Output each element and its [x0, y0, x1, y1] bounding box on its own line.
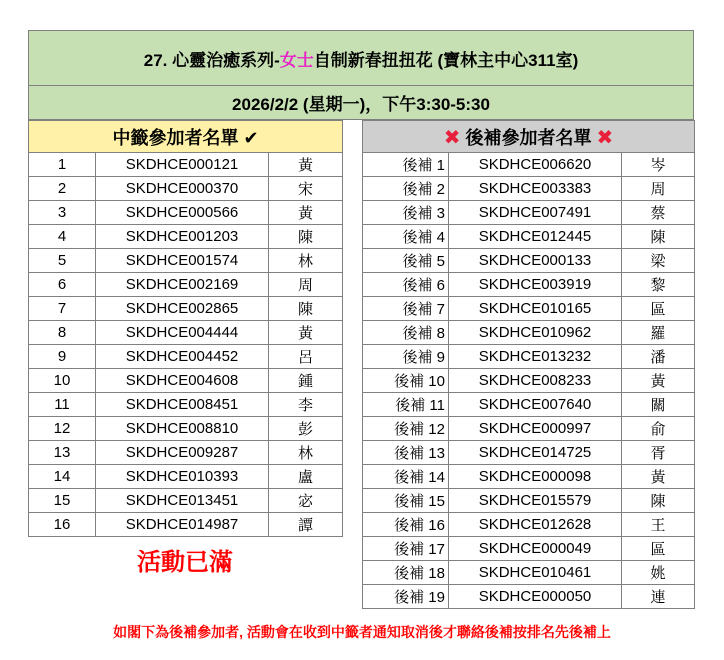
member-code: SKDHCE000133 [449, 249, 622, 273]
member-surname: 黃 [622, 465, 695, 489]
member-code: SKDHCE003919 [449, 273, 622, 297]
member-code: SKDHCE009287 [96, 441, 269, 465]
row-number: 5 [29, 249, 96, 273]
row-number: 後補 7 [363, 297, 449, 321]
member-code: SKDHCE000566 [96, 201, 269, 225]
member-code: SKDHCE001203 [96, 225, 269, 249]
member-surname: 鍾 [269, 369, 343, 393]
member-surname: 呂 [269, 345, 343, 369]
cross-mark-icon: ✖ [596, 126, 614, 149]
winners-table [28, 120, 343, 537]
winner-row [29, 369, 343, 393]
winners-list [29, 153, 343, 537]
member-surname: 陳 [269, 297, 343, 321]
waitlist-row [363, 177, 695, 201]
row-number: 12 [29, 417, 96, 441]
footer-note: 如閣下為後補參加者, 活動會在收到中籤者通知取消後才聯絡後補按排名先後補上 [113, 624, 611, 640]
member-code: SKDHCE000370 [96, 177, 269, 201]
waitlist-row [363, 297, 695, 321]
row-number: 3 [29, 201, 96, 225]
member-surname: 姚 [622, 561, 695, 585]
member-code: SKDHCE000098 [449, 465, 622, 489]
member-surname: 宋 [269, 177, 343, 201]
member-code: SKDHCE000997 [449, 417, 622, 441]
waitlist-list [363, 153, 695, 609]
member-code: SKDHCE015579 [449, 489, 622, 513]
winner-row [29, 441, 343, 465]
row-number: 後補 8 [363, 321, 449, 345]
winner-row [29, 201, 343, 225]
waitlist-row [363, 225, 695, 249]
member-code: SKDHCE012628 [449, 513, 622, 537]
member-code: SKDHCE003383 [449, 177, 622, 201]
waitlist-row [363, 513, 695, 537]
member-code: SKDHCE014987 [96, 513, 269, 537]
waitlist-row [363, 441, 695, 465]
member-surname: 黃 [622, 369, 695, 393]
member-surname: 林 [269, 441, 343, 465]
member-surname: 黃 [269, 201, 343, 225]
member-surname: 蔡 [622, 201, 695, 225]
row-number: 後補 18 [363, 561, 449, 585]
member-code: SKDHCE013232 [449, 345, 622, 369]
winner-row [29, 321, 343, 345]
winner-row [29, 393, 343, 417]
waitlist-row [363, 153, 695, 177]
member-surname: 連 [622, 585, 695, 609]
member-code: SKDHCE007640 [449, 393, 622, 417]
member-surname: 黃 [269, 153, 343, 177]
member-surname: 譚 [269, 513, 343, 537]
member-surname: 關 [622, 393, 695, 417]
waitlist-row [363, 249, 695, 273]
event-title-accent: 女士 [279, 50, 314, 70]
member-code: SKDHCE010962 [449, 321, 622, 345]
waitlist-table [362, 120, 695, 609]
row-number: 7 [29, 297, 96, 321]
member-surname: 胥 [622, 441, 695, 465]
event-title-prefix: 27. 心靈治癒系列- [143, 50, 280, 70]
member-code: SKDHCE002865 [96, 297, 269, 321]
row-number: 13 [29, 441, 96, 465]
member-surname: 李 [269, 393, 343, 417]
waitlist-row [363, 201, 695, 225]
winner-row [29, 345, 343, 369]
member-code: SKDHCE008451 [96, 393, 269, 417]
member-surname: 梁 [622, 249, 695, 273]
member-code: SKDHCE004444 [96, 321, 269, 345]
row-number: 後補 16 [363, 513, 449, 537]
member-surname: 黎 [622, 273, 695, 297]
member-surname: 俞 [622, 417, 695, 441]
row-number: 後補 15 [363, 489, 449, 513]
winner-row [29, 249, 343, 273]
row-number: 16 [29, 513, 96, 537]
row-number: 1 [29, 153, 96, 177]
waitlist-row [363, 489, 695, 513]
row-number: 10 [29, 369, 96, 393]
member-surname: 潘 [622, 345, 695, 369]
waitlist-heading-label: 後補參加者名單 [465, 127, 592, 148]
row-number: 後補 14 [363, 465, 449, 489]
check-mark-icon: ✔ [243, 127, 259, 148]
member-code: SKDHCE006620 [449, 153, 622, 177]
member-surname: 羅 [622, 321, 695, 345]
row-number: 6 [29, 273, 96, 297]
row-number: 後補 17 [363, 537, 449, 561]
member-surname: 林 [269, 249, 343, 273]
row-number: 後補 13 [363, 441, 449, 465]
waitlist-row [363, 273, 695, 297]
row-number: 後補 12 [363, 417, 449, 441]
waitlist-row [363, 585, 695, 609]
member-surname: 岑 [622, 153, 695, 177]
winner-row [29, 153, 343, 177]
row-number: 後補 9 [363, 345, 449, 369]
row-number: 8 [29, 321, 96, 345]
member-surname: 陳 [622, 489, 695, 513]
event-date: 2026/2/2 (星期一)，下午3:30-5:30 [28, 86, 694, 120]
waitlist-row [363, 465, 695, 489]
full-notice: 活動已滿 [137, 549, 233, 576]
row-number: 後補 3 [363, 201, 449, 225]
row-number: 11 [29, 393, 96, 417]
member-code: SKDHCE010461 [449, 561, 622, 585]
row-number: 後補 5 [363, 249, 449, 273]
member-code: SKDHCE004608 [96, 369, 269, 393]
row-number: 後補 4 [363, 225, 449, 249]
row-number: 2 [29, 177, 96, 201]
winner-row [29, 225, 343, 249]
row-number: 14 [29, 465, 96, 489]
winner-row [29, 273, 343, 297]
waitlist-row [363, 417, 695, 441]
member-code: SKDHCE008233 [449, 369, 622, 393]
member-code: SKDHCE000049 [449, 537, 622, 561]
member-code: SKDHCE012445 [449, 225, 622, 249]
waitlist-row [363, 537, 695, 561]
winner-row [29, 297, 343, 321]
member-code: SKDHCE004452 [96, 345, 269, 369]
member-surname: 黃 [269, 321, 343, 345]
waitlist-row [363, 321, 695, 345]
waitlist-row [363, 561, 695, 585]
member-surname: 王 [622, 513, 695, 537]
member-surname: 盧 [269, 465, 343, 489]
winner-row [29, 417, 343, 441]
winners-heading-label: 中籤參加者名單 [112, 127, 239, 148]
row-number: 後補 1 [363, 153, 449, 177]
event-title-suffix: 自制新春扭扭花 (寶林主中心311室) [313, 50, 579, 70]
member-surname: 宓 [269, 489, 343, 513]
winner-row [29, 465, 343, 489]
member-code: SKDHCE010393 [96, 465, 269, 489]
row-number: 後補 6 [363, 273, 449, 297]
row-number: 後補 2 [363, 177, 449, 201]
row-number: 後補 11 [363, 393, 449, 417]
waitlist-row [363, 345, 695, 369]
row-number: 4 [29, 225, 96, 249]
member-surname: 區 [622, 537, 695, 561]
member-surname: 周 [622, 177, 695, 201]
member-surname: 陳 [622, 225, 695, 249]
member-code: SKDHCE008810 [96, 417, 269, 441]
member-code: SKDHCE000121 [96, 153, 269, 177]
member-surname: 區 [622, 297, 695, 321]
member-code: SKDHCE013451 [96, 489, 269, 513]
row-number: 後補 10 [363, 369, 449, 393]
member-code: SKDHCE010165 [449, 297, 622, 321]
member-code: SKDHCE002169 [96, 273, 269, 297]
winners-heading [29, 121, 343, 153]
member-code: SKDHCE014725 [449, 441, 622, 465]
row-number: 15 [29, 489, 96, 513]
winner-row [29, 513, 343, 537]
member-code: SKDHCE000050 [449, 585, 622, 609]
cross-mark-icon: ✖ [443, 126, 461, 149]
winner-row [29, 489, 343, 513]
waitlist-row [363, 369, 695, 393]
waitlist-row [363, 393, 695, 417]
winner-row [29, 177, 343, 201]
member-surname: 陳 [269, 225, 343, 249]
member-code: SKDHCE001574 [96, 249, 269, 273]
member-code: SKDHCE007491 [449, 201, 622, 225]
row-number: 後補 19 [363, 585, 449, 609]
member-surname: 彭 [269, 417, 343, 441]
member-surname: 周 [269, 273, 343, 297]
waitlist-heading [363, 121, 695, 153]
row-number: 9 [29, 345, 96, 369]
event-title [28, 30, 694, 86]
